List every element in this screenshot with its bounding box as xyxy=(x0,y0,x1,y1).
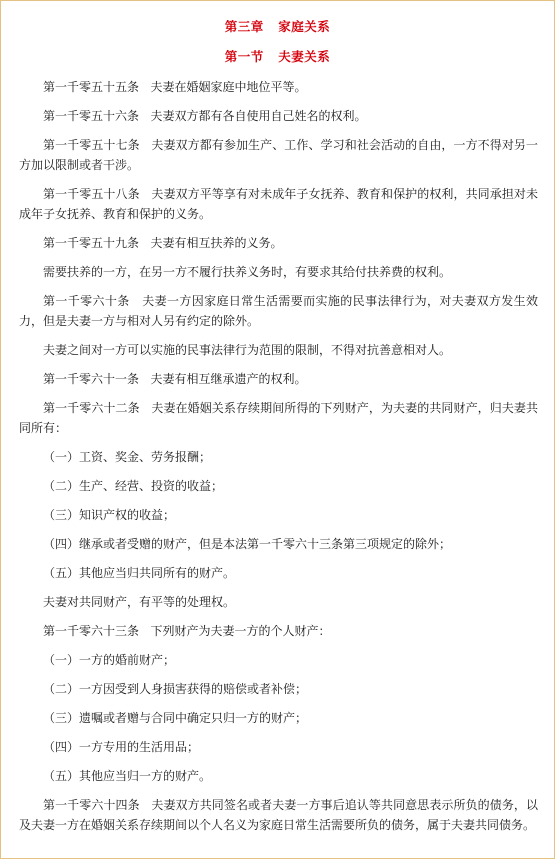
paragraph: 第一千零六十二条 夫妻在婚姻关系存续期间所得的下列财产，为夫妻的共同财产，归夫妻共同所有： xyxy=(19,401,538,435)
list-item: （四）继承或者受赠的财产，但是本法第一千零六十三条第三项规定的除外； xyxy=(43,537,452,551)
list-item: （三）知识产权的收益； xyxy=(43,508,176,522)
list-item: （二）一方因受到人身损害获得的赔偿或者补偿； xyxy=(43,682,308,696)
list-item: （二）生产、经营、投资的收益； xyxy=(43,479,224,493)
paragraph: 第一千零五十六条 夫妻双方都有各自使用自己姓名的权利。 xyxy=(43,109,367,123)
paragraph: 第一千零六十三条 下列财产为夫妻一方的个人财产： xyxy=(43,624,331,638)
list-item: （五）其他应当归共同所有的财产。 xyxy=(43,566,236,580)
paragraph: 第一千零六十条 夫妻一方因家庭日常生活需要而实施的民事法律行为，对夫妻双方发生效力，但是夫妻一方与相对人另有约定的除外。 xyxy=(19,294,538,328)
paragraph: 第一千零五十八条 夫妻双方平等享有对未成年子女抚养、教育和保护的权利，共同承担对未成年子女抚养、教育和保护的义务。 xyxy=(19,187,538,221)
list-item: （一）工资、奖金、劳务报酬； xyxy=(43,450,212,464)
document-body xyxy=(1,65,554,835)
list-item: （一）一方的婚前财产； xyxy=(43,653,176,667)
paragraph: 第一千零五十九条 夫妻有相互扶养的义务。 xyxy=(43,236,283,250)
paragraph: 第一千零六十四条 夫妻双方共同签名或者夫妻一方事后追认等共同意思表示所负的债务，以及夫妻一方在婚姻关系存续期间以个人名义为家庭日常生活需要所负的债务，属于夫妻共同债务。 xyxy=(19,798,538,832)
paragraph: 需要扶养的一方，在另一方不履行扶养义务时，有要求其给付扶养费的权利。 xyxy=(43,265,452,279)
paragraph: 夫妻对共同财产，有平等的处理权。 xyxy=(43,595,236,609)
paragraph: 第一千零六十一条 夫妻有相互继承遗产的权利。 xyxy=(43,372,307,386)
list-item: （三）遗嘱或者赠与合同中确定只归一方的财产； xyxy=(43,711,308,725)
section-title: 第一节 夫妻关系 xyxy=(224,49,331,64)
list-item: （五）其他应当归一方的财产。 xyxy=(43,769,212,783)
paragraph: 夫妻之间对一方可以实施的民事法律行为范围的限制，不得对抗善意相对人。 xyxy=(43,343,452,357)
list-item: （四）一方专用的生活用品； xyxy=(43,740,200,754)
paragraph: 第一千零五十七条 夫妻双方都有参加生产、工作、学习和社会活动的自由，一方不得对另一方加以限制或者干涉。 xyxy=(19,138,538,172)
paragraph: 第一千零五十五条 夫妻在婚姻家庭中地位平等。 xyxy=(43,80,307,94)
chapter-title: 第三章 家庭关系 xyxy=(224,19,331,34)
